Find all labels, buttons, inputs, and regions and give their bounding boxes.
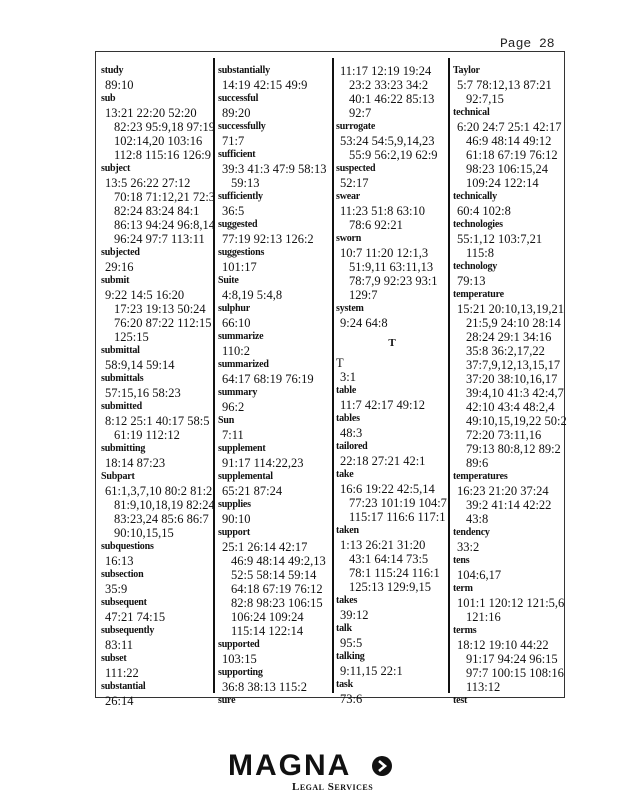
- index-reference: 11:23 51:8 63:10: [340, 204, 425, 218]
- index-reference: 57:15,16 58:23: [105, 386, 181, 400]
- index-reference: 129:7: [349, 288, 378, 302]
- logo-subtitle: Legal Services: [292, 781, 374, 793]
- index-reference: 47:21 74:15: [105, 610, 166, 624]
- index-term: submitting: [101, 443, 146, 454]
- index-term: submittals: [101, 373, 144, 384]
- index-reference: 125:13 129:9,15: [349, 580, 431, 594]
- index-column-2: [218, 64, 330, 706]
- index-entry: [336, 384, 448, 412]
- index-term: subject: [101, 163, 131, 174]
- index-reference: 79:13: [457, 274, 486, 288]
- index-term: sub: [101, 93, 116, 104]
- index-reference: 125:15: [114, 330, 149, 344]
- index-entry: [101, 442, 213, 470]
- index-reference: 42:10 43:4 48:2,4: [466, 400, 555, 414]
- index-entry: [101, 246, 213, 274]
- index-term: study: [101, 65, 124, 76]
- word-index-box: [95, 51, 567, 708]
- index-reference: 55:1,12 103:7,21: [457, 232, 543, 246]
- index-reference: 9:11,15 22:1: [340, 664, 403, 678]
- index-term: sure: [218, 695, 236, 706]
- index-entry: [336, 356, 448, 384]
- index-term: submit: [101, 275, 130, 286]
- index-reference: 92:7: [349, 106, 372, 120]
- index-term: tables: [336, 413, 360, 424]
- index-term: subsection: [101, 569, 144, 580]
- index-reference: 9:22 14:5 16:20: [105, 288, 185, 302]
- index-reference: 11:17 12:19 19:24: [340, 64, 432, 78]
- index-term: swear: [336, 191, 360, 202]
- index-reference: 36:5: [222, 204, 245, 218]
- index-reference: 121:16: [466, 610, 501, 624]
- index-reference: 92:7,15: [466, 92, 504, 106]
- index-column-3: [336, 64, 448, 706]
- index-reference: 78:7,9 92:23 93:1: [349, 274, 438, 288]
- index-entry: [101, 680, 213, 708]
- index-column-4: [453, 64, 567, 706]
- arrow-circle-icon: [371, 755, 393, 777]
- index-reference: 103:15: [222, 652, 257, 666]
- index-entry: [453, 260, 565, 288]
- index-reference: 77:23 101:19 104:7: [349, 496, 447, 510]
- index-term: technically: [453, 191, 497, 202]
- index-reference: 59:13: [231, 176, 260, 190]
- index-term: subjected: [101, 247, 140, 258]
- index-entry: [453, 526, 565, 554]
- index-entry: [101, 344, 213, 372]
- index-reference: 26:14: [105, 694, 134, 708]
- index-reference: 61:1,3,7,10 80:2 81:2: [105, 484, 213, 498]
- index-term: temperatures: [453, 471, 508, 482]
- index-reference: 91:17 94:24 96:15: [466, 652, 558, 666]
- index-reference: 33:2: [457, 540, 480, 554]
- index-reference: 96:2: [222, 400, 245, 414]
- index-reference: 21:5,9 24:10 28:14: [466, 316, 561, 330]
- index-reference: 22:18 27:21 42:1: [340, 454, 426, 468]
- index-term: sworn: [336, 233, 362, 244]
- index-reference: 35:8 36:2,17,22: [466, 344, 545, 358]
- index-reference: 89:6: [466, 456, 489, 470]
- index-reference: 13:21 22:20 52:20: [105, 106, 197, 120]
- index-entry: [218, 190, 330, 218]
- index-entry: [218, 498, 330, 526]
- index-reference: 1:13 26:21 31:20: [340, 538, 426, 552]
- column-divider: [332, 58, 334, 693]
- index-entry: [101, 400, 213, 442]
- index-entry: [453, 694, 565, 708]
- index-reference: 58:9,14 59:14: [105, 358, 175, 372]
- index-term: temperature: [453, 289, 504, 300]
- index-term: support: [218, 527, 250, 538]
- index-term: terms: [453, 625, 477, 636]
- index-term: supporting: [218, 667, 263, 678]
- index-entry: [218, 694, 330, 708]
- index-reference: 14:19 42:15 49:9: [222, 78, 308, 92]
- index-reference: 89:20: [222, 106, 251, 120]
- index-entry: [336, 622, 448, 650]
- letter-heading: T: [388, 337, 396, 349]
- index-reference: 7:11: [222, 428, 244, 442]
- index-term: system: [336, 303, 364, 314]
- index-reference: 110:2: [222, 344, 251, 358]
- index-entry: [336, 524, 448, 594]
- index-reference: 104:6,17: [457, 568, 502, 582]
- index-entry: [336, 64, 448, 120]
- index-entry: [101, 596, 213, 624]
- index-reference: 70:18 71:12,21 72:3: [114, 190, 216, 204]
- index-term: term: [453, 583, 473, 594]
- index-entry: [336, 302, 448, 330]
- index-reference: 115:17 116:6 117:1: [349, 510, 446, 524]
- index-entry: [336, 468, 448, 524]
- index-term: suspected: [336, 163, 376, 174]
- index-entry: [453, 582, 565, 624]
- index-reference: 16:23 21:20 37:24: [457, 484, 549, 498]
- index-reference: 37:7,9,12,13,15,17: [466, 358, 561, 372]
- index-entry: [218, 666, 330, 694]
- index-term: Subpart: [101, 471, 135, 482]
- index-reference: 86:13 94:24 96:8,14: [114, 218, 216, 232]
- index-reference: 15:21 20:10,13,19,21: [457, 302, 564, 316]
- index-reference: 76:20 87:22 112:15: [114, 316, 212, 330]
- index-reference: 16:13: [105, 554, 134, 568]
- index-reference: 18:14 87:23: [105, 456, 166, 470]
- index-entry: [453, 288, 565, 470]
- index-term: subset: [101, 653, 127, 664]
- index-term: supplemental: [218, 471, 273, 482]
- index-term: tailored: [336, 441, 368, 452]
- index-term: surrogate: [336, 121, 376, 132]
- index-entry: [336, 162, 448, 190]
- index-entry: [101, 624, 213, 652]
- index-reference: 40:1 46:22 85:13: [349, 92, 435, 106]
- index-reference: 55:9 56:2,19 62:9: [349, 148, 438, 162]
- index-term: suggestions: [218, 247, 265, 258]
- index-term: successfully: [218, 121, 266, 132]
- index-reference: 73:6: [340, 692, 363, 706]
- index-reference: 29:16: [105, 260, 134, 274]
- index-reference: 9:24 64:8: [340, 316, 388, 330]
- index-reference: 101:17: [222, 260, 257, 274]
- index-term: test: [453, 695, 468, 706]
- index-term: substantially: [218, 65, 270, 76]
- index-reference: 95:5: [340, 636, 363, 650]
- index-term: subsequent: [101, 597, 147, 608]
- index-reference: 64:17 68:19 76:19: [222, 372, 314, 386]
- index-entry: [218, 274, 330, 302]
- index-entry: [218, 218, 330, 246]
- index-reference: 17:23 19:13 50:24: [114, 302, 206, 316]
- index-reference: 90:10,15,15: [114, 526, 174, 540]
- index-reference: 61:18 67:19 76:12: [466, 148, 558, 162]
- logo-wordmark: MAGNA: [228, 749, 352, 782]
- index-entry: [218, 442, 330, 470]
- index-entry: [218, 64, 330, 92]
- index-reference: 115:8: [466, 246, 495, 260]
- index-term: technology: [453, 261, 498, 272]
- index-reference: 60:4 102:8: [457, 204, 511, 218]
- index-entry: [453, 218, 565, 260]
- index-entry: [218, 470, 330, 498]
- index-entry: [101, 568, 213, 596]
- index-reference: 18:12 19:10 44:22: [457, 638, 549, 652]
- index-term: summarize: [218, 331, 264, 342]
- index-term: task: [336, 679, 353, 690]
- index-reference: 43:8: [466, 512, 489, 526]
- index-reference: 81:9,10,18,19 82:24: [114, 498, 215, 512]
- index-term: subquestions: [101, 541, 154, 552]
- index-reference: 113:12: [466, 680, 501, 694]
- index-reference: 49:10,15,19,22 50:2: [466, 414, 567, 428]
- index-entry: [218, 120, 330, 148]
- index-term: summary: [218, 387, 258, 398]
- index-entry: [336, 440, 448, 468]
- index-reference: 77:19 92:13 126:2: [222, 232, 314, 246]
- index-reference: 109:24 122:14: [466, 176, 539, 190]
- index-entry: [336, 594, 448, 622]
- index-term: talk: [336, 623, 352, 634]
- index-term: Taylor: [453, 65, 480, 76]
- index-entry: [218, 302, 330, 330]
- index-reference: 10:7 11:20 12:1,3: [340, 246, 429, 260]
- index-reference: 83:11: [105, 638, 134, 652]
- index-reference: 52:5 58:14 59:14: [231, 568, 317, 582]
- index-entry: [218, 386, 330, 414]
- index-reference: 115:14 122:14: [231, 624, 304, 638]
- index-reference: 61:19 112:12: [114, 428, 180, 442]
- index-reference: 11:7 42:17 49:12: [340, 398, 425, 412]
- index-reference: 39:3 41:3 47:9 58:13: [222, 162, 327, 176]
- index-term: Suite: [218, 275, 239, 286]
- index-entry: [218, 526, 330, 638]
- index-reference: 13:5 26:22 27:12: [105, 176, 191, 190]
- index-reference: 66:10: [222, 316, 251, 330]
- index-entry: [336, 412, 448, 440]
- index-column-1: [101, 64, 216, 708]
- index-term: subsequently: [101, 625, 155, 636]
- index-reference: 52:17: [340, 176, 369, 190]
- index-entry: [336, 190, 448, 232]
- index-reference: 51:9,11 63:11,13: [349, 260, 434, 274]
- index-term: technical: [453, 107, 490, 118]
- index-reference: 112:8 115:16 126:9: [114, 148, 211, 162]
- index-entry: [218, 148, 330, 190]
- index-reference: 48:3: [340, 426, 363, 440]
- index-entry: [453, 190, 565, 218]
- index-term: suggested: [218, 219, 258, 230]
- index-term: tendency: [453, 527, 490, 538]
- index-term: sulphur: [218, 303, 250, 314]
- index-entry: [101, 372, 213, 400]
- index-reference: 4:8,19 5:4,8: [222, 288, 283, 302]
- index-reference: 65:21 87:24: [222, 484, 283, 498]
- index-entry: [453, 64, 565, 106]
- index-entry: [218, 414, 330, 442]
- index-reference: 96:24 97:7 113:11: [114, 232, 205, 246]
- index-term: T: [336, 356, 344, 370]
- index-entry: [101, 92, 216, 162]
- index-entry: [218, 92, 330, 120]
- index-entry: [336, 650, 448, 678]
- index-reference: 98:23 106:15,24: [466, 162, 548, 176]
- index-term: supported: [218, 639, 260, 650]
- index-entry: [101, 64, 213, 92]
- index-reference: 8:12 25:1 40:17 58:5: [105, 414, 210, 428]
- index-term: tens: [453, 555, 470, 566]
- index-reference: 101:1 120:12 121:5,6: [457, 596, 565, 610]
- index-entry: [101, 540, 213, 568]
- index-reference: 82:23 95:9,18 97:19: [114, 120, 216, 134]
- index-reference: 102:14,20 103:16: [114, 134, 203, 148]
- index-reference: 3:1: [340, 370, 356, 384]
- index-entry: [453, 106, 565, 190]
- index-entry: [453, 470, 565, 526]
- index-reference: 46:9 48:14 49:12: [466, 134, 552, 148]
- index-entry: [453, 624, 565, 694]
- index-reference: 39:12: [340, 608, 369, 622]
- index-reference: 97:7 100:15 108:16: [466, 666, 564, 680]
- index-reference: 82:8 98:23 106:15: [231, 596, 323, 610]
- index-reference: 111:22: [105, 666, 139, 680]
- index-term: supplies: [218, 499, 251, 510]
- index-entry: [336, 120, 448, 162]
- index-entry: [101, 274, 213, 344]
- index-reference: 46:9 48:14 49:2,13: [231, 554, 326, 568]
- index-reference: 72:20 73:11,16: [466, 428, 542, 442]
- column-divider: [448, 58, 450, 693]
- index-reference: 78:6 92:21: [349, 218, 403, 232]
- index-reference: 90:10: [222, 512, 251, 526]
- index-entry: [101, 652, 213, 680]
- index-entry: [218, 330, 330, 358]
- index-entry: [101, 162, 216, 246]
- index-reference: 16:6 19:22 42:5,14: [340, 482, 435, 496]
- index-term: technologies: [453, 219, 503, 230]
- index-reference: 64:18 67:19 76:12: [231, 582, 323, 596]
- index-term: submitted: [101, 401, 142, 412]
- index-entry: [336, 678, 448, 706]
- index-reference: 91:17 114:22,23: [222, 456, 304, 470]
- index-reference: 23:2 33:23 34:2: [349, 78, 429, 92]
- index-reference: 89:10: [105, 78, 134, 92]
- page-number: Page 28: [500, 36, 555, 51]
- index-reference: 71:7: [222, 134, 245, 148]
- index-term: table: [336, 385, 357, 396]
- index-reference: 25:1 26:14 42:17: [222, 540, 308, 554]
- index-reference: 36:8 38:13 115:2: [222, 680, 307, 694]
- index-term: takes: [336, 595, 358, 606]
- index-entry: [101, 470, 213, 540]
- index-reference: 28:24 29:1 34:16: [466, 330, 552, 344]
- index-reference: 37:20 38:10,16,17: [466, 372, 558, 386]
- index-reference: 79:13 80:8,12 89:2: [466, 442, 561, 456]
- index-term: talking: [336, 651, 365, 662]
- index-reference: 53:24 54:5,9,14,23: [340, 134, 435, 148]
- index-term: sufficiently: [218, 191, 263, 202]
- index-reference: 106:24 109:24: [231, 610, 304, 624]
- index-term: sufficient: [218, 149, 256, 160]
- index-term: taken: [336, 525, 359, 536]
- index-reference: 82:24 83:24 84:1: [114, 204, 200, 218]
- index-reference: 35:9: [105, 582, 128, 596]
- index-term: supplement: [218, 443, 266, 454]
- index-reference: 5:7 78:12,13 87:21: [457, 78, 552, 92]
- index-entry: [453, 554, 565, 582]
- index-entry: [336, 232, 448, 302]
- magna-logo: [228, 750, 398, 795]
- index-term: submittal: [101, 345, 140, 356]
- index-reference: 83:23,24 85:6 86:7: [114, 512, 209, 526]
- index-reference: 6:20 24:7 25:1 42:17: [457, 120, 562, 134]
- column-divider: [213, 58, 215, 693]
- index-term: Sun: [218, 415, 235, 426]
- index-term: summarized: [218, 359, 269, 370]
- index-term: successful: [218, 93, 259, 104]
- index-entry: [218, 246, 330, 274]
- index-term: substantial: [101, 681, 146, 692]
- index-reference: 39:2 41:14 42:22: [466, 498, 552, 512]
- index-reference: 43:1 64:14 73:5: [349, 552, 429, 566]
- index-reference: 78:1 115:24 116:1: [349, 566, 440, 580]
- index-term: take: [336, 469, 354, 480]
- index-reference: 39:4,10 41:3 42:4,7: [466, 386, 564, 400]
- index-entry: [218, 638, 330, 666]
- index-entry: [218, 358, 330, 386]
